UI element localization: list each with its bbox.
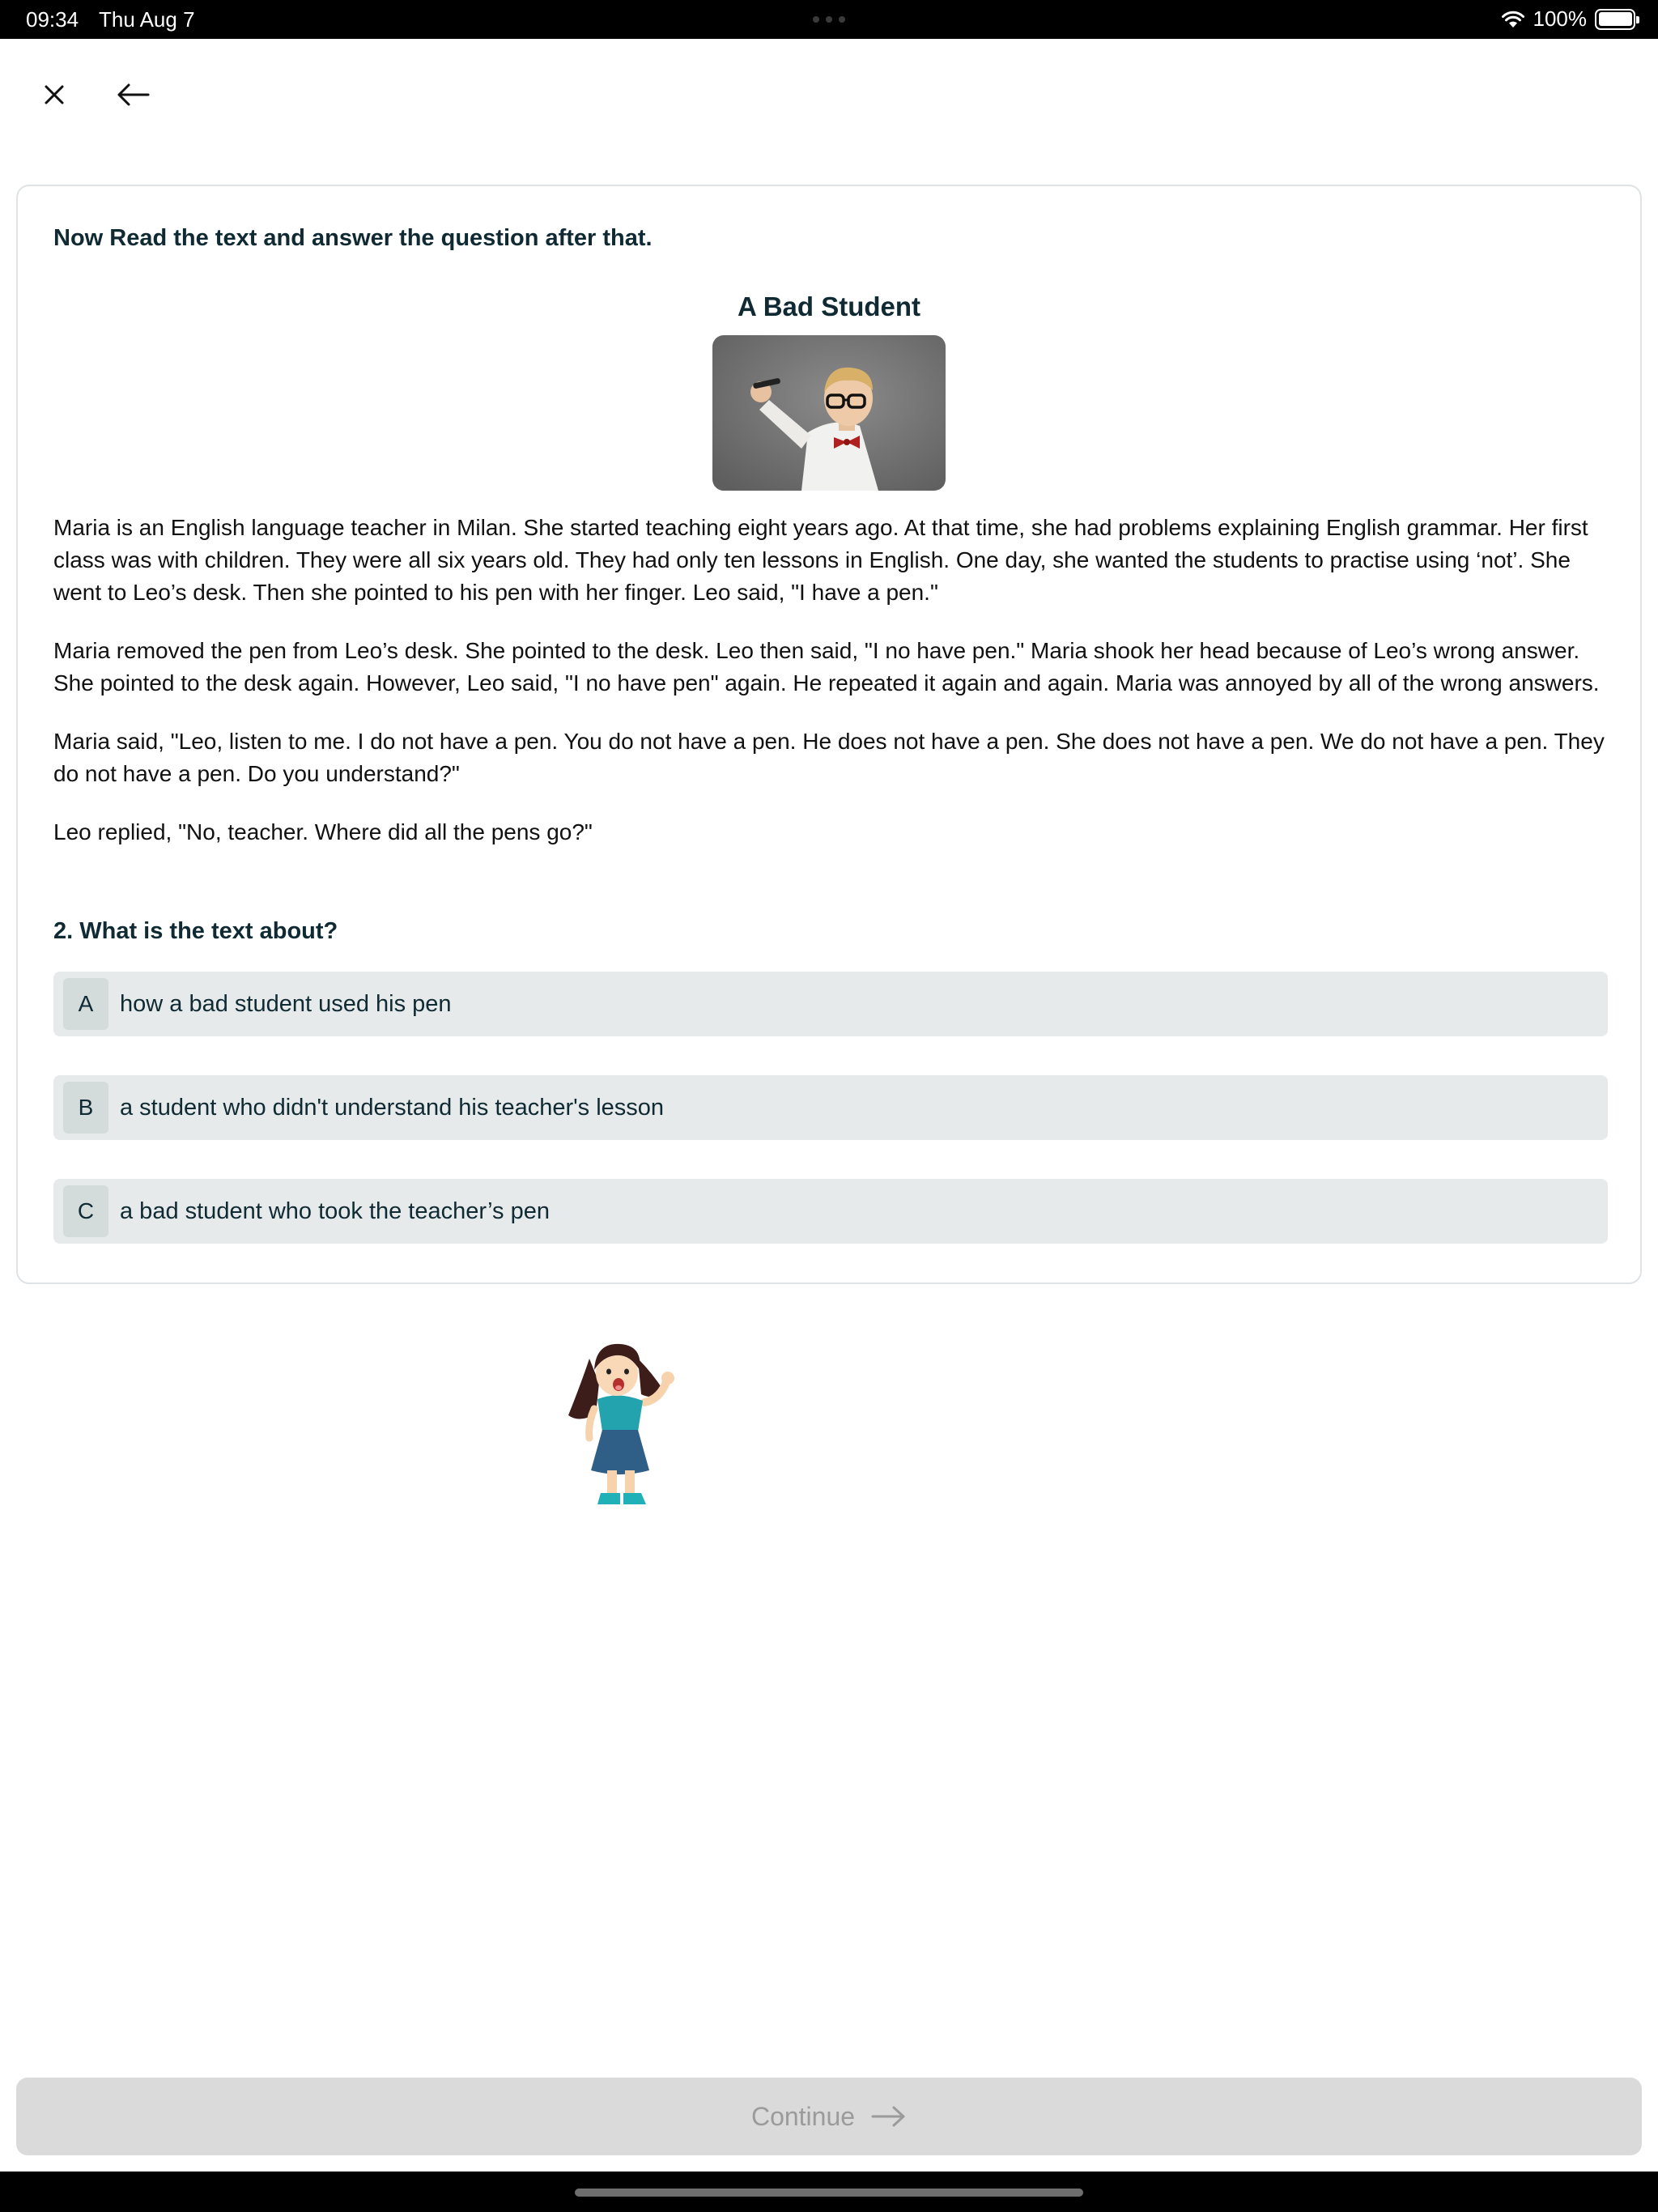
answer-option-c[interactable] — [53, 1179, 1608, 1244]
story-image — [712, 335, 946, 491]
story-paragraph: Maria removed the pen from Leo’s desk. She pointed to the desk. Leo then said, "I no have pen." Maria shook her head because of Leo’s wrong answer. She pointed to the desk again. However, Leo said, "I no have pen" again. He repeated it again and again. Maria was annoyed by all of the wrong answers. — [53, 638, 1600, 696]
arrow-left-icon — [116, 83, 150, 107]
option-text: how a bad student used his pen — [120, 990, 452, 1017]
story-paragraph: Maria is an English language teacher in Milan. She started teaching eight years ago. At that time, she had problems explaining English grammar. Her first class was with children. They were all six years old. They had only ten lessons in English. One day, she wanted the students to practise using ‘not’. She went to Leo’s desk. Then she pointed to his pen with her finger. Leo said, "I have a pen." — [53, 515, 1588, 605]
mascot-girl-illustration — [557, 1334, 678, 1511]
question-text: 2. What is the text about? — [53, 918, 338, 944]
battery-percentage: 100% — [1533, 6, 1587, 31]
back-button[interactable] — [112, 76, 154, 113]
option-text: a bad student who took the teacher’s pen — [120, 1197, 550, 1224]
arrow-right-icon — [871, 2105, 907, 2128]
exercise-card — [16, 185, 1642, 1284]
option-letter: C — [63, 1185, 108, 1237]
status-date: Thu Aug 7 — [99, 7, 195, 32]
continue-label: Continue — [750, 2101, 856, 2131]
status-indicators — [1501, 6, 1636, 32]
close-button[interactable] — [36, 76, 73, 113]
story-paragraph: Maria said, "Leo, listen to me. I do not have a pen. You do not have a pen. He does not have a pen. She does not have a pen. We do not have a pen. They do not have a pen. Do you understand?" — [53, 729, 1605, 786]
story-title: A Bad Student — [737, 291, 921, 321]
home-indicator[interactable] — [575, 2189, 1083, 2197]
story-text — [53, 512, 1624, 874]
status-time: 09:34 — [26, 7, 79, 32]
answer-option-b[interactable] — [53, 1075, 1608, 1140]
wifi-icon — [1501, 10, 1525, 29]
instruction-text: Now Read the text and answer the question after that. — [53, 225, 653, 251]
status-bar — [0, 0, 1658, 39]
home-bar-area — [0, 2172, 1658, 2212]
option-letter: A — [63, 978, 108, 1030]
continue-button[interactable] — [16, 2078, 1642, 2155]
battery-icon — [1595, 9, 1635, 30]
option-letter: B — [63, 1082, 108, 1134]
option-text: a student who didn't understand his teacher's lesson — [120, 1094, 665, 1121]
story-paragraph: Leo replied, "No, teacher. Where did all the pens go?" — [53, 819, 593, 844]
close-icon — [44, 84, 65, 105]
answer-option-a[interactable] — [53, 972, 1608, 1036]
multitasking-dots-icon[interactable] — [813, 16, 845, 23]
